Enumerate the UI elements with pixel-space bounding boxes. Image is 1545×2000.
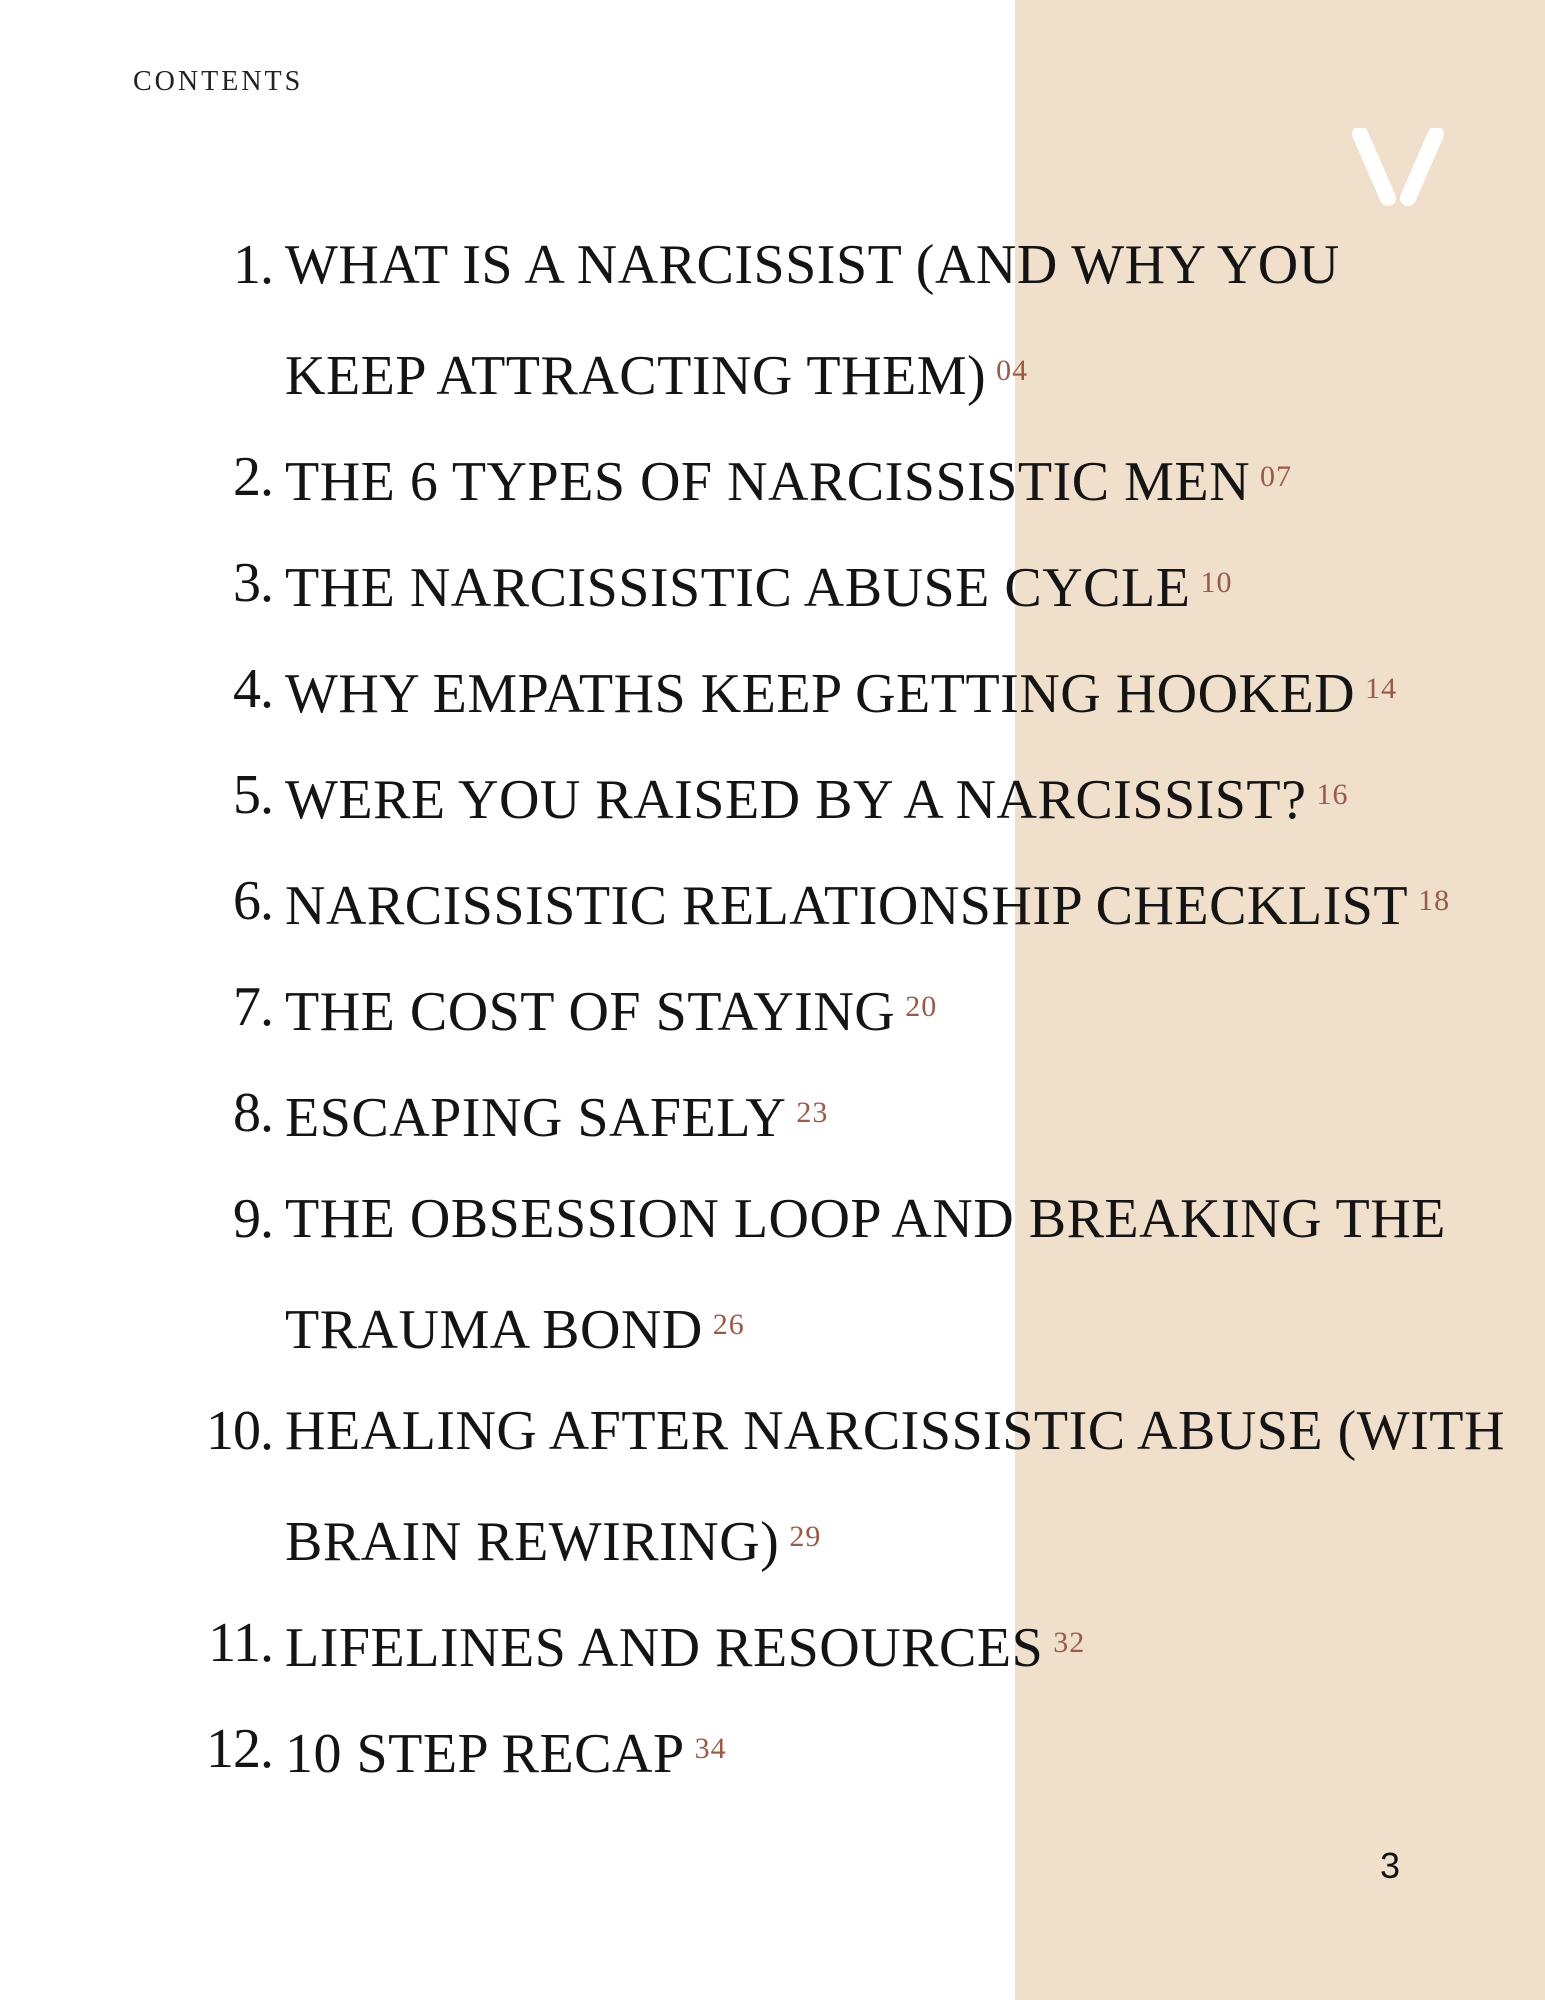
toc-page-ref: 26 <box>712 1308 745 1341</box>
toc-entry[interactable] <box>233 870 1451 937</box>
toc-entry-continued[interactable] <box>285 1507 821 1572</box>
toc-entry[interactable] <box>233 1188 1446 1250</box>
toc-page-ref: 18 <box>1418 884 1451 917</box>
toc-entry[interactable] <box>233 658 1398 725</box>
page-number: 3 <box>1380 1845 1401 1886</box>
toc-entry-continued[interactable] <box>285 1295 745 1360</box>
toc-page-ref: 29 <box>789 1520 822 1553</box>
toc-entry-title: HEALING AFTER NARCISSISTIC ABUSE (WITH <box>285 1400 1505 1462</box>
toc-entry[interactable] <box>233 234 1340 296</box>
toc-entry-title: THE 6 TYPES OF NARCISSISTIC MEN <box>285 451 1251 513</box>
toc-entry-number: 8. <box>233 1082 273 1144</box>
toc-entry-number: 5. <box>233 764 273 826</box>
toc-page-ref: 16 <box>1316 778 1349 811</box>
toc-entry-number: 7. <box>233 976 273 1038</box>
toc-entry[interactable] <box>233 552 1233 619</box>
toc-entry-number: 12. <box>206 1718 273 1780</box>
toc-entry-continued[interactable] <box>285 341 1028 406</box>
toc-entry-title: ESCAPING SAFELY <box>285 1087 787 1149</box>
toc-entry-number: 6. <box>233 870 273 932</box>
toc-entry-number: 2. <box>233 446 273 508</box>
toc-entry-number: 3. <box>233 552 273 614</box>
toc-entry-number: 10. <box>206 1400 273 1462</box>
toc-entry-title: THE COST OF STAYING <box>285 981 896 1043</box>
toc-page-ref: 32 <box>1053 1626 1086 1659</box>
toc-entry[interactable] <box>206 1400 1505 1462</box>
toc-page-ref: 20 <box>905 990 938 1023</box>
toc-entry-title: LIFELINES AND RESOURCES <box>285 1617 1044 1679</box>
toc-entry-number: 1. <box>233 234 273 296</box>
toc-entry-number: 11. <box>208 1612 273 1674</box>
toc-entry-title: WERE YOU RAISED BY A NARCISSIST? <box>285 769 1307 831</box>
toc-page-ref: 10 <box>1200 566 1233 599</box>
toc-entry[interactable] <box>233 446 1293 513</box>
toc-entry-title: BRAIN REWIRING) <box>285 1511 780 1573</box>
toc-entry[interactable] <box>233 1082 829 1149</box>
toc-entry-title: NARCISSISTIC RELATIONSHIP CHECKLIST <box>285 875 1409 937</box>
toc-page-ref: 04 <box>996 354 1029 387</box>
toc-entry-title: 10 STEP RECAP <box>285 1723 685 1785</box>
toc-page-ref: 34 <box>694 1732 727 1765</box>
toc-entry-title: WHY EMPATHS KEEP GETTING HOOKED <box>285 663 1356 725</box>
toc-entry-title: KEEP ATTRACTING THEM) <box>285 345 987 407</box>
toc-entry-title: TRAUMA BOND <box>285 1299 703 1361</box>
toc-entry[interactable] <box>233 764 1349 831</box>
toc-entry[interactable] <box>233 976 938 1043</box>
contents-header: CONTENTS <box>133 66 304 97</box>
toc-entry-number: 9. <box>233 1188 273 1250</box>
toc-entry[interactable] <box>208 1612 1086 1679</box>
toc-entry-title: WHAT IS A NARCISSIST (AND WHY YOU <box>285 234 1340 296</box>
toc-page-ref: 23 <box>796 1096 829 1129</box>
toc-page-ref: 07 <box>1260 460 1293 493</box>
toc-entry[interactable] <box>206 1718 727 1785</box>
toc-entry-title: THE OBSESSION LOOP AND BREAKING THE <box>285 1188 1446 1250</box>
toc-entry-number: 4. <box>233 658 273 720</box>
toc-entry-title: THE NARCISSISTIC ABUSE CYCLE <box>285 557 1191 619</box>
toc-page-ref: 14 <box>1365 672 1398 705</box>
